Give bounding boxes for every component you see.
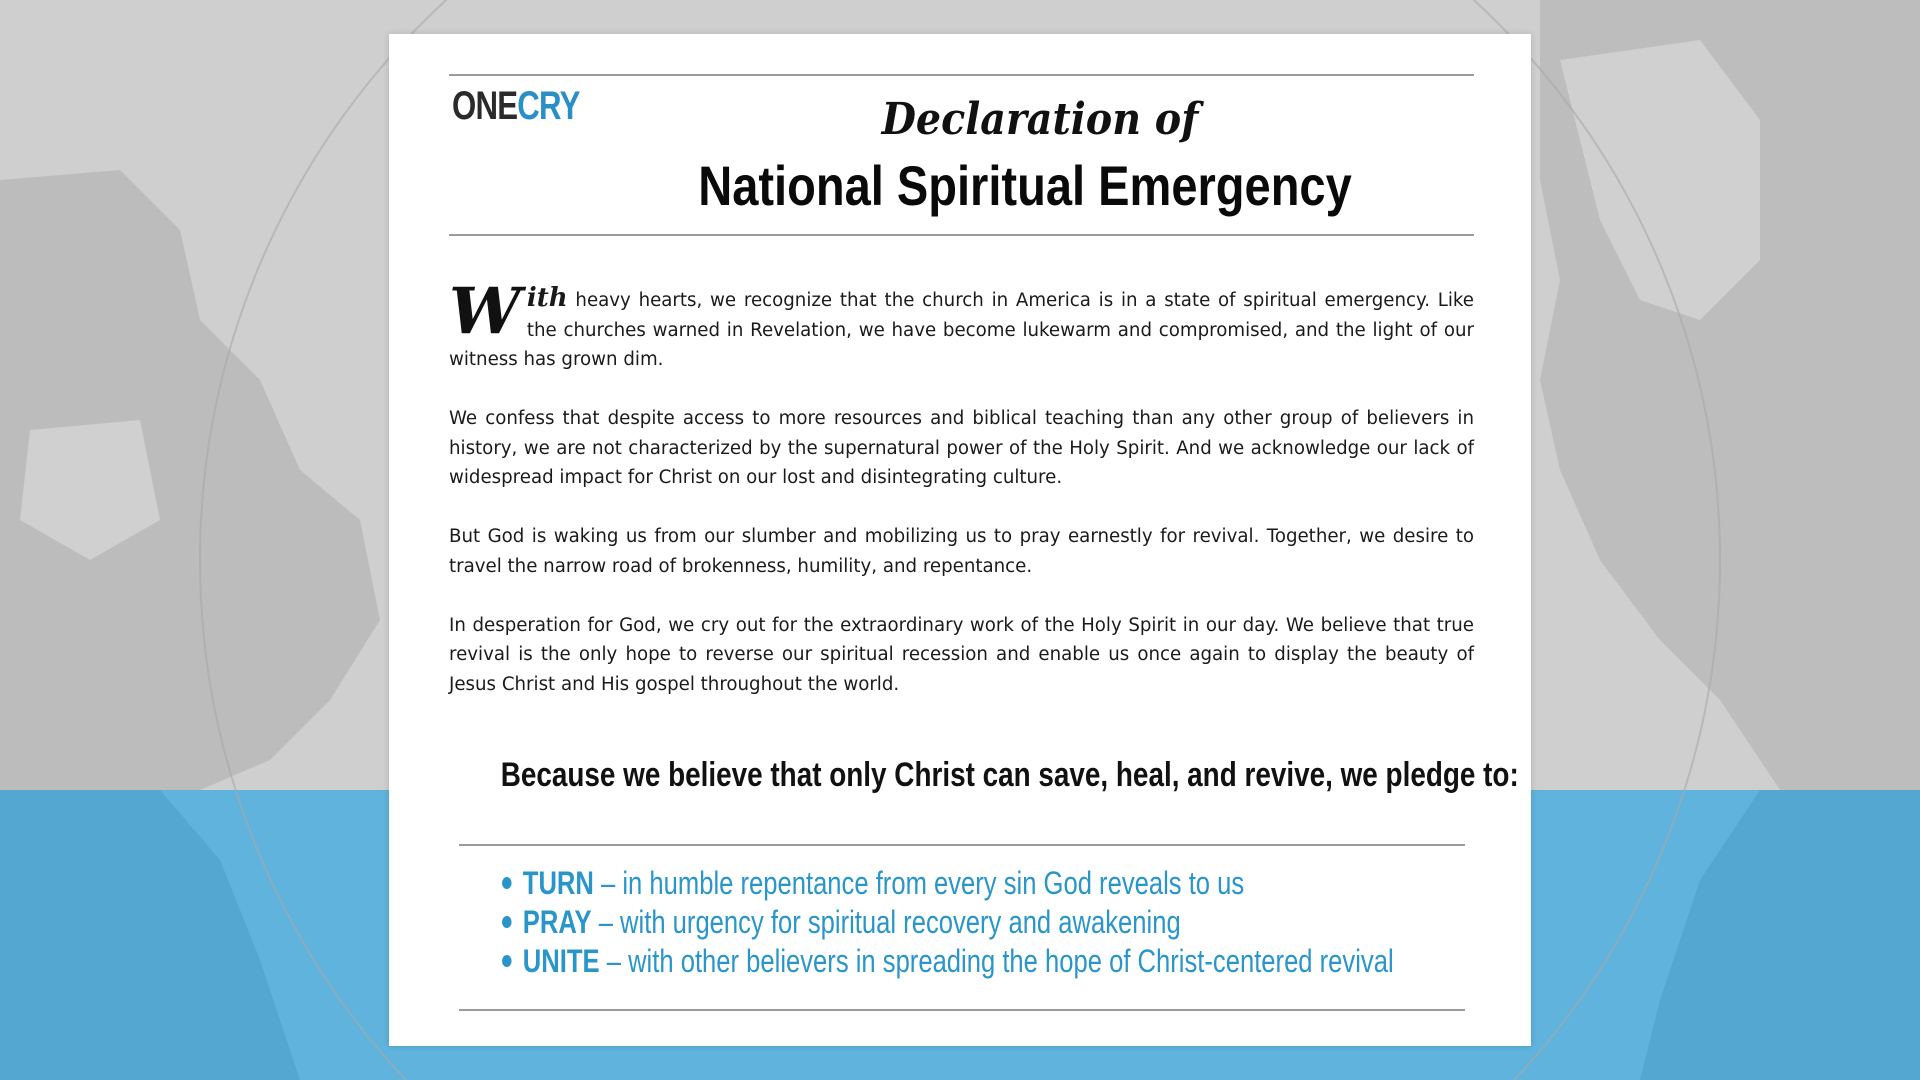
declaration-document [389,34,1531,1046]
intro-text: heavy hearts, we recognize that the church in America is in a state of spiritual emergency. Like the churches warned in Revelation, we have become lukewarm and compromised, and the light of our witness has grown dim. [449,290,1474,370]
pledge-top-rule [459,844,1465,846]
pledge-item-turn: TURN – in humble repentance from every sin God reveals to us [502,864,1482,903]
drop-cap: W [449,274,521,349]
pledge-bottom-rule [459,1009,1465,1011]
logo-one-text: ONE [452,84,518,128]
paragraph-desperation: In desperation for God, we cry out for the extraordinary work of the Holy Spirit in our day. We believe that true revival is the only hope to reverse our spiritual recession and enable us once again to display the beauty of Jesus Christ and His gospel throughout the world. [449,614,1474,695]
drop-cap-rest: ith [526,283,568,313]
bullet-icon [502,877,512,889]
paragraph-confess: We confess that despite access to more resources and biblical teaching than any other group of believers in history, we are not characterized by the supernatural power of the Holy Spirit. And we acknowledge our lack of widespread impact for Christ on our lost and disintegrating culture. [449,408,1474,488]
logo-cry-text: CRY [517,84,580,128]
bullet-icon [502,955,512,967]
pledge-item-pray: PRAY – with urgency for spiritual recovery and awakening [502,903,1482,942]
paragraph-waking: But God is waking us from our slumber and mobilizing us to pray earnestly for revival. Together, we desire to travel the narrow road of brokenness, humility, and repentance. [449,526,1474,577]
intro-paragraph [449,274,1474,375]
title-rule [449,234,1474,236]
pledge-list [502,864,1482,981]
pledge-item-unite: UNITE – with other believers in spreading the hope of Christ-centered revival [502,942,1482,981]
top-rule [449,74,1474,76]
title-line-2: National Spiritual Emergency [698,154,1352,217]
pledge-heading: Because we believe that only Christ can save, heal, and revive, we pledge to: [500,756,1519,794]
bullet-icon [502,916,512,928]
declaration-body [449,274,1474,729]
title-line-1: Declaration of [881,94,1199,145]
